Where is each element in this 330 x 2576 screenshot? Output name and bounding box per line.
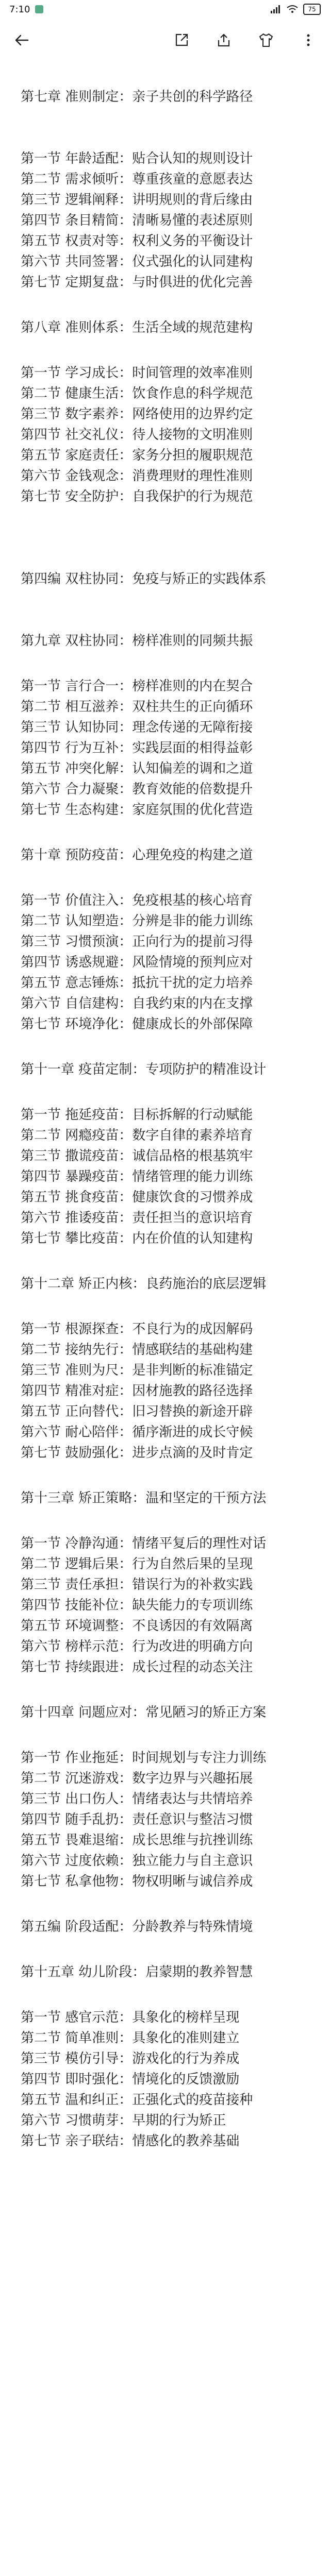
text-line: 第五节 温和纠正：正强化式的疫苗接种 xyxy=(21,2092,253,2108)
text-line: 第四节 即时强化：情境化的反馈激励 xyxy=(21,2072,240,2087)
status-time: 7:10 xyxy=(9,4,30,15)
spacer xyxy=(21,338,320,363)
text-line: 第三节 责任承担：错误行为的补救实践 xyxy=(21,1577,253,1592)
text-line: 第二节 网瘾疫苗：数字自律的素养培育 xyxy=(21,1128,253,1143)
open-button[interactable] xyxy=(172,31,191,49)
text-line: 第十四章 问题应对：常见陋习的矫正方案 xyxy=(21,1705,267,1720)
back-button[interactable] xyxy=(12,31,31,49)
text-line: 第二节 沉迷游戏：数字边界与兴趣拓展 xyxy=(21,1771,253,1786)
text-line: 第六节 自信建构：自我约束的内在支撑 xyxy=(21,996,253,1011)
text-line: 第二节 接纳先行：情感联结的基础构建 xyxy=(21,1342,253,1358)
spacer xyxy=(21,1509,320,1533)
spacer xyxy=(21,107,320,148)
text-line: 第五节 家庭责任：家务分担的履职规范 xyxy=(21,448,253,463)
status-bar xyxy=(0,0,330,19)
text-line: 第五节 意志锤炼：抵抗干扰的定力培养 xyxy=(21,975,253,991)
text-line: 第一节 言行合一：榜样准则的内在契合 xyxy=(21,679,253,694)
text-line: 第二节 需求倾听：尊重孩童的意愿表达 xyxy=(21,172,253,187)
text-line: 第四节 精准对症：因材施教的路径选择 xyxy=(21,1383,253,1399)
text-line: 第四节 暴躁疫苗：情绪管理的能力训练 xyxy=(21,1169,253,1184)
text-line: 第七节 鼓励强化：进步点滴的及时肯定 xyxy=(21,1445,253,1461)
text-line: 第一节 价值注入：免疫根基的核心培育 xyxy=(21,893,253,908)
text-line: 第七节 环境净化：健康成长的外部保障 xyxy=(21,1016,253,1032)
text-line: 第一节 拖延疫苗：目标拆解的行动赋能 xyxy=(21,1107,253,1123)
text-line: 第七节 生态构建：家庭氛围的优化营造 xyxy=(21,802,253,818)
text-line: 第五节 权责对等：权利义务的平衡设计 xyxy=(21,233,253,249)
text-line: 第四节 随手乱扔：责任意识与整洁习惯 xyxy=(21,1812,253,1827)
text-line: 第四节 技能补位：缺失能力的专项训练 xyxy=(21,1598,253,1613)
arrow-left-icon xyxy=(14,33,29,47)
text-line: 第二节 健康生活：饮食作息的科学规范 xyxy=(21,386,253,401)
text-line: 第三节 准则为尺：是非判断的标准锚定 xyxy=(21,1363,253,1378)
text-line: 第六节 耐心陪伴：循序渐进的成长守候 xyxy=(21,1425,253,1440)
notification-icon xyxy=(35,5,43,13)
spacer xyxy=(21,1982,320,2007)
text-line: 第七节 私拿他物：物权明晰与诚信养成 xyxy=(21,1874,253,1889)
text-line: 第十一章 疫苗定制：专项防护的精准设计 xyxy=(21,1062,267,1077)
text-line: 第一节 冷静沟通：情绪平复后的理性对话 xyxy=(21,1536,267,1551)
text-line: 第四编 双柱协同：免疫与矫正的实践体系 xyxy=(21,571,267,587)
text-line: 第三节 模仿引导：游戏化的行为养成 xyxy=(21,2051,240,2066)
spacer xyxy=(21,293,320,317)
theme-button[interactable] xyxy=(257,31,275,49)
text-line: 第一节 作业拖延：时间规划与专注力训练 xyxy=(21,1750,267,1766)
text-line: 第七章 准则制定：亲子共创的科学路径 xyxy=(21,89,253,105)
text-line: 第六节 合力凝聚：教育效能的倍数提升 xyxy=(21,782,253,797)
toolbar xyxy=(0,19,330,62)
text-line: 第三节 逻辑阐释：讲明规则的背后缘由 xyxy=(21,192,253,208)
text-line: 第六节 共同签署：仪式强化的认同建构 xyxy=(21,254,253,269)
text-line: 第三节 认知协同：理念传递的无障衔接 xyxy=(21,720,253,735)
spacer xyxy=(21,507,320,569)
share-button[interactable] xyxy=(214,31,233,49)
document-body xyxy=(0,62,330,2151)
text-line: 第六节 推诿疫苗：责任担当的意识培育 xyxy=(21,1210,253,1226)
spacer xyxy=(21,1723,320,1748)
spacer xyxy=(21,1892,320,1917)
spacer xyxy=(21,1249,320,1274)
text-line: 第六节 金钱观念：消费理财的理性准则 xyxy=(21,468,253,484)
text-line: 第三节 习惯预演：正向行为的提前习得 xyxy=(21,934,253,950)
text-line: 第五节 冲突化解：认知偏差的调和之道 xyxy=(21,761,253,776)
text-line: 第二节 逻辑后果：行为自然后果的呈现 xyxy=(21,1556,253,1572)
spacer xyxy=(21,1035,320,1059)
text-line: 第五节 挑食疫苗：健康饮食的习惯养成 xyxy=(21,1190,253,1205)
text-line: 第一节 根源探查：不良行为的成因解码 xyxy=(21,1321,253,1337)
text-line: 第一节 感官示范：具象化的榜样呈现 xyxy=(21,2010,240,2025)
open-external-icon xyxy=(174,33,189,47)
text-line: 第三节 出口伤人：情绪表达与共情培养 xyxy=(21,1791,253,1807)
text-line: 第六节 榜样示范：行为改进的明确方向 xyxy=(21,1639,253,1654)
text-line: 第四节 行为互补：实践层面的相得益彰 xyxy=(21,740,253,756)
text-line: 第四节 社交礼仪：待人接物的文明准则 xyxy=(21,427,253,443)
tshirt-icon xyxy=(258,33,274,47)
text-line: 第七节 定期复盘：与时俱进的优化完善 xyxy=(21,275,253,290)
text-line: 第五节 正向替代：旧习替换的新途开辟 xyxy=(21,1404,253,1419)
text-line: 第四节 条目精简：清晰易懂的表述原则 xyxy=(21,213,253,228)
wifi-icon xyxy=(287,5,298,14)
spacer xyxy=(21,1080,320,1105)
more-vertical-icon xyxy=(306,33,310,47)
text-line: 第七节 亲子联结：情感化的教养基础 xyxy=(21,2133,240,2149)
status-right xyxy=(270,4,321,15)
signal-icon xyxy=(270,5,282,14)
text-line: 第二节 简单准则：具象化的准则建立 xyxy=(21,2030,240,2046)
text-line: 第五编 阶段适配：分龄教养与特殊情境 xyxy=(21,1919,253,1935)
text-line: 第一节 学习成长：时间管理的效率准则 xyxy=(21,365,253,381)
text-line: 第十章 预防疫苗：心理免疫的构建之道 xyxy=(21,848,253,863)
text-line: 第五节 畏难退缩：成长思维与抗挫训练 xyxy=(21,1833,253,1848)
text-line: 第十三章 矫正策略：温和坚定的干预方法 xyxy=(21,1490,267,1506)
text-line: 第四节 诱惑规避：风险情境的预判应对 xyxy=(21,955,253,970)
text-line: 第三节 撒谎疫苗：诚信品格的根基筑牢 xyxy=(21,1148,253,1164)
spacer xyxy=(21,1937,320,1962)
battery-icon: 75 xyxy=(303,4,321,15)
share-icon xyxy=(217,33,231,47)
text-line: 第十二章 矫正内核：良药施治的底层逻辑 xyxy=(21,1276,267,1292)
text-line: 第七节 安全防护：自我保护的行为规范 xyxy=(21,489,253,504)
text-line: 第七节 持续跟进：成长过程的动态关注 xyxy=(21,1659,253,1675)
text-line: 第六节 习惯萌芽：早期的行为矫正 xyxy=(21,2113,226,2128)
text-line: 第六节 过度依赖：独立能力与自主意识 xyxy=(21,1853,253,1869)
text-line: 第二节 认知塑造：分辨是非的能力训练 xyxy=(21,913,253,929)
text-line: 第八章 准则体系：生活全域的规范建构 xyxy=(21,320,253,335)
text-line: 第十五章 幼儿阶段：启蒙期的教养智慧 xyxy=(21,1964,253,1980)
text-line: 第一节 年龄适配：贴合认知的规则设计 xyxy=(21,151,253,166)
text-line: 第二节 相互滋养：双柱共生的正向循环 xyxy=(21,699,253,715)
spacer xyxy=(21,62,320,87)
spacer xyxy=(21,820,320,845)
text-line: 第五节 环境调整：不良诱因的有效隔离 xyxy=(21,1618,253,1634)
more-button[interactable] xyxy=(299,31,318,49)
status-left xyxy=(9,4,43,15)
spacer xyxy=(21,589,320,631)
spacer xyxy=(21,1463,320,1488)
text-line: 第九章 双柱协同：榜样准则的同频共振 xyxy=(21,633,253,649)
text-line: 第七节 攀比疫苗：内在价值的认知建构 xyxy=(21,1231,253,1246)
toolbar-actions xyxy=(172,31,318,49)
spacer xyxy=(21,1294,320,1319)
spacer xyxy=(21,866,320,890)
spacer xyxy=(21,1677,320,1702)
text-line: 第三节 数字素养：网络使用的边界约定 xyxy=(21,406,253,422)
spacer xyxy=(21,651,320,676)
